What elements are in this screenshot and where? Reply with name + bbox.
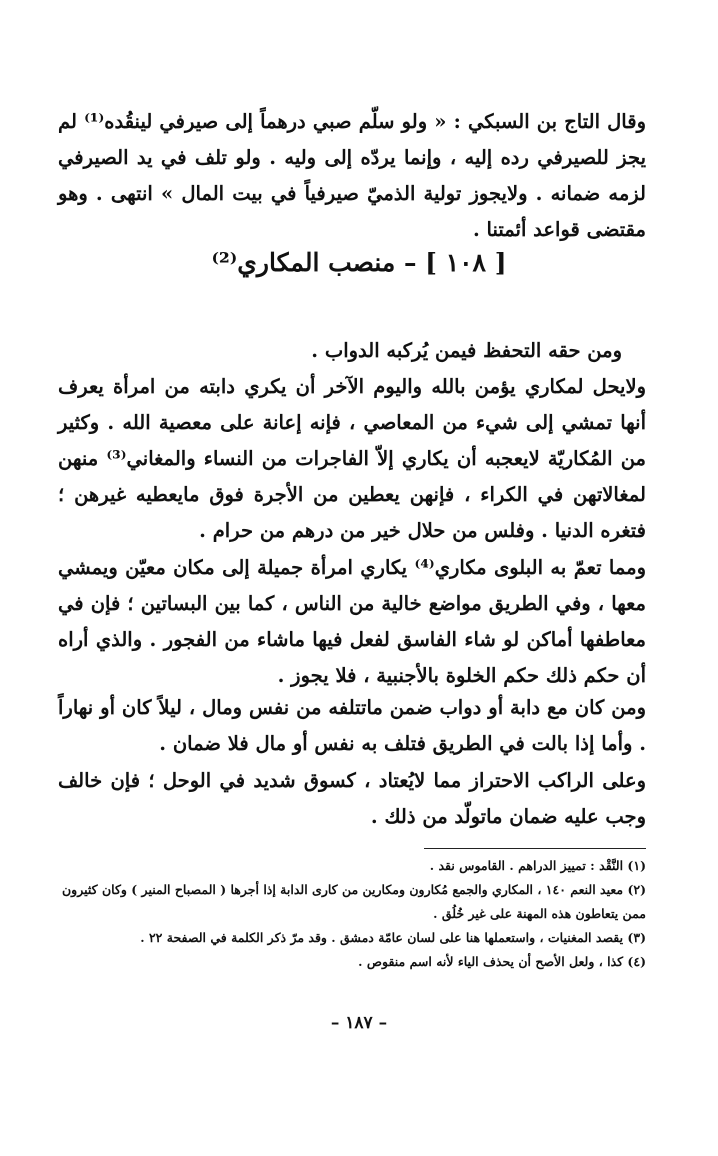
- body-paragraph: وعلى الراكب الاحتراز مما لايُعتاد ، كسوق شديد في الوحل ؛ فإن خالف وجب عليه ضمان ماتولّد من ذلك .: [58, 769, 646, 828]
- body-paragraph: ومن حقه التحفظ فيمن يُركبه الدواب .: [311, 339, 622, 362]
- body-paragraph: ومن كان مع دابة أو دواب ضمن ماتتلفه من نفس ومال ، ليلاً كان أو نهاراً . وأما إذا بالت في الطريق فتلف به نفس أو مال فلا ضمان .: [58, 696, 646, 755]
- page-number: – ١٨٧ –: [330, 1013, 388, 1033]
- footnotes-list: [58, 854, 646, 974]
- intro-paragraph: وقال التاج بن السبكي : « ولو سلّم صبي درهماً إلى صيرفي لينقُده⁽¹⁾ لم يجز للصيرفي رده إليه ، وإنما يردّه إلى وليه . ولو تلف في يد الصيرفي لزمه ضمانه . ولايجوز تولية الذميّ صيرفياً في بيت المال » انتهى . وهو مقتضى قواعد أئمتنا .: [58, 110, 646, 241]
- footnote: (٤) كذا ، ولعل الأصح أن يحذف الياء لأنه اسم منقوص .: [358, 954, 646, 969]
- footnote: (٣) يقصد المغنيات ، واستعملها هنا على لسان عامّة دمشق . وقد مرّ ذكر الكلمة في الصفحة ٢٢ .: [140, 930, 646, 945]
- body-paragraph: ومما تعمّ به البلوى مكاري⁽⁴⁾ يكاري امرأة جميلة إلى مكان معيّن ويمشي معها ، وفي الطريق مواضع خالية من الناس ، كما بين البساتين ؛ فإن في معاطفها أماكن لو شاء الفاسق لفعل فيها ماشاء من الفجور . والذي أراه أن حكم ذلك حكم الخلوة بالأجنبية ، فلا يجوز .: [58, 556, 646, 687]
- footnote: (٢) معيد النعم ١٤٠ ، المكاري والجمع مُكارون ومكارين من كارى الدابة إذا أجرها ( المصباح المنير ) وكان كثيرون ممن يتعاطون هذه المهنة على غير خُلُق .: [62, 882, 646, 921]
- body-paragraph: ولايحل لمكاري يؤمن بالله واليوم الآخر أن يكري دابته من امرأة يعرف أنها تمشي إلى شيء من المعاصي ، فإنه إعانة على معصية الله . وكثير من المُكاريّة لايعجبه أن يكاري إلاّ الفاجرات من النساء والمغاني⁽³⁾ منهن لمغالاتهن في الكراء ، فإنهن يعطين من الأجرة فوق مايعطيه غيرهن ؛ فتغره الدنيا . وفلس من حلال خير من درهم من حرام .: [58, 375, 647, 542]
- section-heading: [ ١٠٨ ] – منصب المكاري⁽²⁾: [211, 248, 507, 277]
- footnote: (١) النَّقْد : تمييز الدراهم . القاموس نقد .: [429, 858, 646, 873]
- footnote-separator: [424, 848, 646, 849]
